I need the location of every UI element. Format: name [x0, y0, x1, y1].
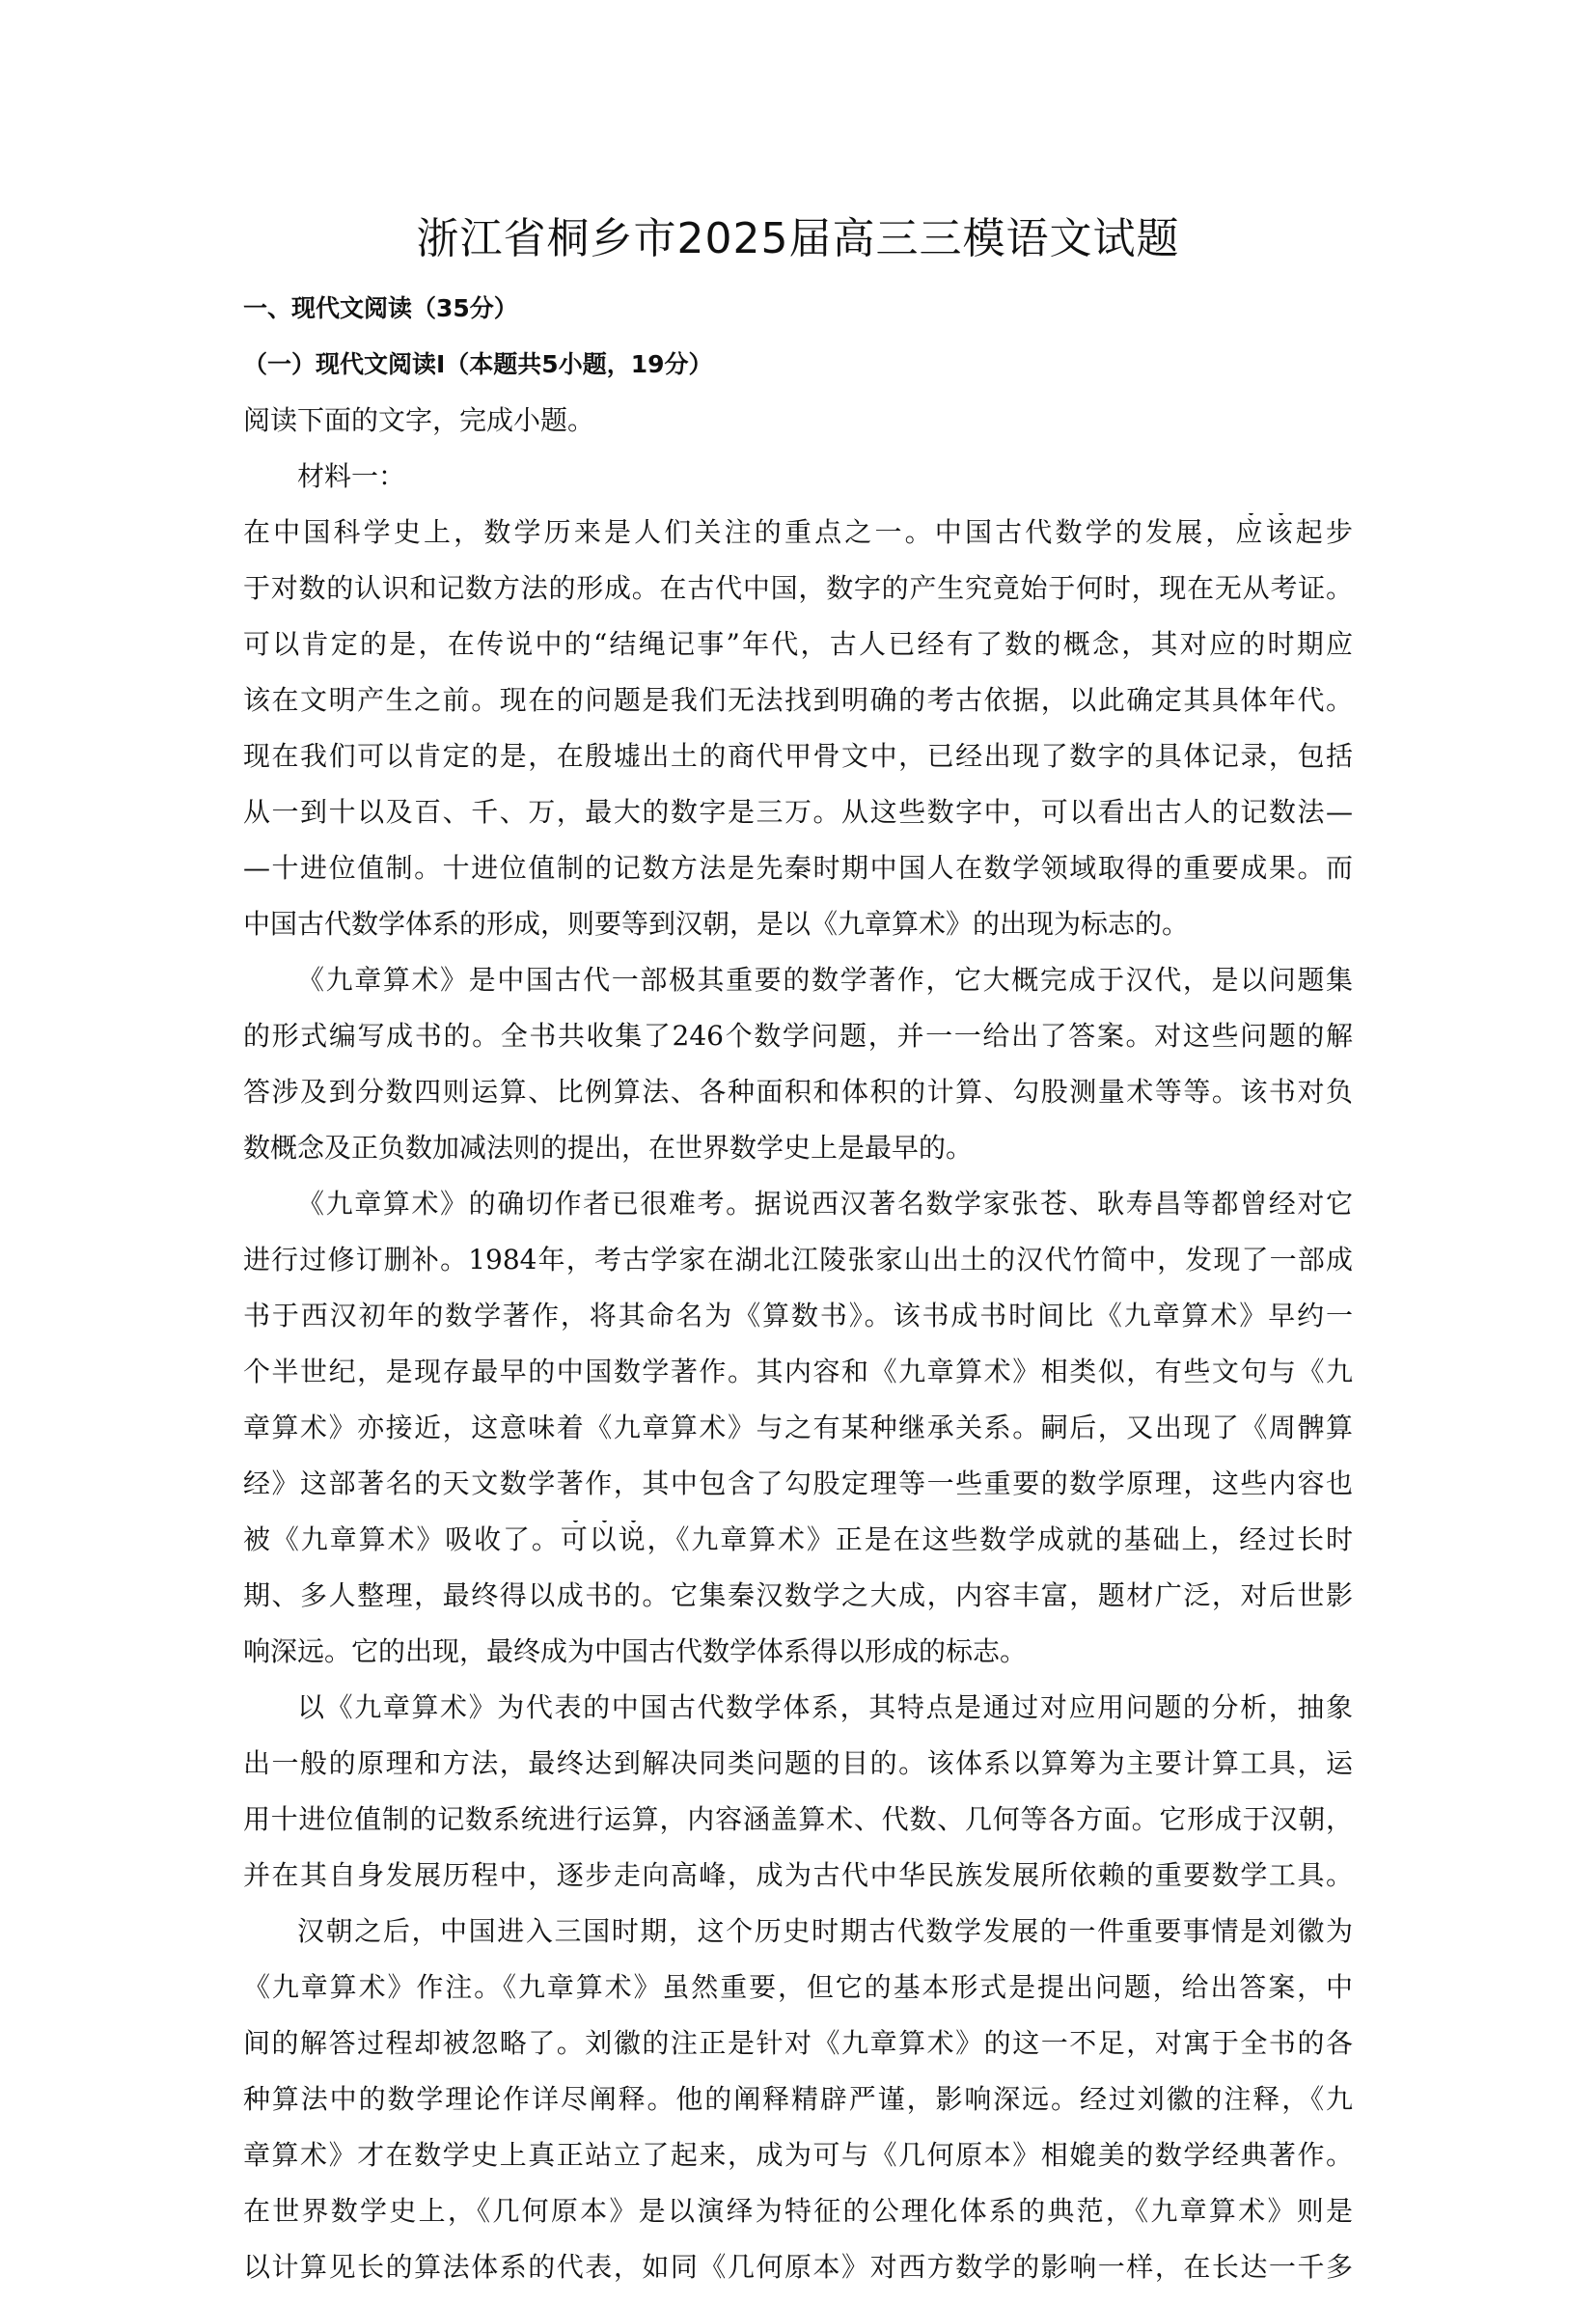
passage-line [243, 625, 1353, 681]
passage-line-text: 期、多人整理，最终得以成书的。它集秦汉数学之大成，内容丰富，题材广泛，对后世影 [243, 1579, 1353, 1611]
passage-line [243, 961, 1353, 1017]
emphasis-dot-char: 说 [618, 1523, 647, 1555]
passage-line-text: 的形式编写成书的。全书共收集了246个数学问题，并一一给出了答案。对这些问题的解 [243, 1020, 1353, 1052]
emphasis-dot-char: 以 [589, 1523, 619, 1555]
passage-line-text: 在世界数学史上，《几何原本》是以演绎为特征的公理化体系的典范，《九章算术》则是 [243, 2195, 1353, 2227]
passage-line-text: 从一到十以及百、千、万，最大的数字是三万。从这些数字中，可以看出古人的记数法— [243, 796, 1353, 828]
passage-line [243, 1409, 1353, 1465]
passage-line [243, 1521, 1353, 1577]
passage-line [243, 1577, 1353, 1632]
passage-line-text: 汉朝之后，中国进入三国时期，这个历史时期古代数学发展的一件重要事情是刘徽为 [297, 1915, 1353, 1947]
passage-line [243, 1241, 1353, 1297]
passage-line [243, 681, 1353, 737]
passage-line [243, 1017, 1353, 1073]
passage-line-text: 《九章算术》作注。《九章算术》虽然重要，但它的基本形式是提出问题，给出答案，中 [243, 1971, 1353, 2003]
passage-line-text: 被《九章算术》吸收了。 [243, 1523, 561, 1555]
passage-line-text: 章算术》才在数学史上真正站立了起来，成为可与《几何原本》相媲美的数学经典著作。 [243, 2139, 1353, 2171]
passage-line [243, 513, 1353, 569]
passage-line-text: 并在其自身发展历程中，逐步走向高峰，成为古代中华民族发展所依赖的重要数学工具。 [243, 1859, 1353, 1891]
passage-line [243, 849, 1353, 905]
passage [243, 513, 1353, 2304]
passage-line-text: 该在文明产生之前。现在的问题是我们无法找到明确的考古依据，以此确定其具体年代。 [243, 684, 1353, 716]
emphasis-dot-char: 该 [1265, 516, 1296, 548]
passage-line-text: 现在我们可以肯定的是，在殷墟出土的商代甲骨文中，已经出现了数字的具体记录，包括 [243, 740, 1353, 772]
passage-line [243, 793, 1353, 849]
passage-line [243, 569, 1353, 625]
passage-line [243, 905, 1353, 961]
subsection-heading: （一）现代文阅读Ⅰ（本题共5小题，19分） [243, 350, 713, 378]
passage-line-text: 中国古代数学体系的形成，则要等到汉朝，是以《九章算术》的出现为标志的。 [243, 908, 1190, 940]
passage-line-text-after: 起步 [1295, 516, 1353, 548]
passage-line-text: 在中国科学史上，数学历来是人们关注的重点之一。中国古代数学的发展， [243, 516, 1236, 548]
emphasis-dotted-text [1235, 516, 1295, 548]
passage-line [243, 1297, 1353, 1353]
emphasis-dotted-text [561, 1523, 647, 1555]
passage-line-text: —十进位值制。十进位值制的记数方法是先秦时期中国人在数学领域取得的重要成果。而 [243, 852, 1353, 884]
passage-line-text: 于对数的认识和记数方法的形成。在古代中国，数字的产生究竟始于何时，现在无从考证。 [243, 572, 1353, 604]
passage-line-text: 出一般的原理和方法，最终达到解决同类问题的目的。该体系以算筹为主要计算工具，运 [243, 1747, 1353, 1779]
document-body [243, 289, 1353, 2304]
passage-line-text: 响深远。它的出现，最终成为中国古代数学体系得以形成的标志。 [243, 1635, 1028, 1667]
passage-line [243, 1688, 1353, 1744]
passage-line [243, 1185, 1353, 1241]
passage-line [243, 1073, 1353, 1129]
passage-line-text: 用十进位值制的记数系统进行运算，内容涵盖算术、代数、几何等各方面。它形成于汉朝， [243, 1803, 1353, 1835]
passage-line [243, 1968, 1353, 2024]
passage-line-text: 个半世纪，是现存最早的中国数学著作。其内容和《九章算术》相类似，有些文句与《九 [243, 1356, 1353, 1387]
passage-line-text: 《九章算术》是中国古代一部极其重要的数学著作，它大概完成于汉代，是以问题集 [297, 964, 1353, 996]
passage-line-text: 经》这部著名的天文数学著作，其中包含了勾股定理等一些重要的数学原理，这些内容也 [243, 1467, 1353, 1499]
passage-line-text: 章算术》亦接近，这意味着《九章算术》与之有某种继承关系。嗣后，又出现了《周髀算 [243, 1412, 1353, 1443]
passage-line-text: 书于西汉初年的数学著作，将其命名为《算数书》。该书成书时间比《九章算术》早约一 [243, 1300, 1353, 1331]
passage-line [243, 2024, 1353, 2080]
passage-line [243, 1856, 1353, 1912]
passage-line-text: 间的解答过程却被忽略了。刘徽的注正是针对《九章算术》的这一不足，对寓于全书的各 [243, 2027, 1353, 2059]
passage-line-text: 进行过修订删补。1984年，考古学家在湖北江陵张家山出土的汉代竹简中，发现了一部成 [243, 1244, 1353, 1275]
passage-line [243, 1800, 1353, 1856]
passage-line [243, 2136, 1353, 2192]
passage-line-text-after: ，《九章算术》正是在这些数学成就的基础上，经过长时 [647, 1523, 1353, 1555]
passage-line-text: 《九章算术》的确切作者已很难考。据说西汉著名数学家张苍、耿寿昌等都曾经对它 [297, 1188, 1353, 1220]
passage-line-text: 答涉及到分数四则运算、比例算法、各种面积和体积的计算、勾股测量术等等。该书对负 [243, 1076, 1353, 1108]
instruction-text: 阅读下面的文字，完成小题。 [243, 404, 595, 436]
passage-line [243, 1465, 1353, 1521]
passage-line [243, 2192, 1353, 2248]
passage-line-text: 以计算见长的算法体系的代表，如同《几何原本》对西方数学的影响一样，在长达一千多 [243, 2251, 1353, 2283]
passage-line-text: 种算法中的数学理论作详尽阐释。他的阐释精辟严谨，影响深远。经过刘徽的注释，《九 [243, 2083, 1353, 2115]
passage-line [243, 1744, 1353, 1800]
passage-line-text: 数概念及正负数加减法则的提出，在世界数学史上是最早的。 [243, 1132, 974, 1164]
emphasis-dot-char: 可 [560, 1523, 590, 1555]
passage-line-text: 以《九章算术》为代表的中国古代数学体系，其特点是通过对应用问题的分析，抽象 [297, 1691, 1353, 1723]
passage-line [243, 1632, 1353, 1688]
passage-line [243, 1353, 1353, 1409]
passage-line-text: 可以肯定的是，在传说中的“结绳记事”年代，古人已经有了数的概念，其对应的时期应 [243, 628, 1353, 660]
emphasis-dot-char: 应 [1235, 516, 1266, 548]
passage-line [243, 737, 1353, 793]
passage-line [243, 1912, 1353, 1968]
passage-line [243, 2080, 1353, 2136]
section-heading: 一、现代文阅读（35分） [243, 294, 518, 322]
passage-line [243, 1129, 1353, 1185]
document-title: 浙江省桐乡市2025届高三三模语文试题 [416, 214, 1180, 263]
material-label: 材料一： [297, 460, 406, 492]
